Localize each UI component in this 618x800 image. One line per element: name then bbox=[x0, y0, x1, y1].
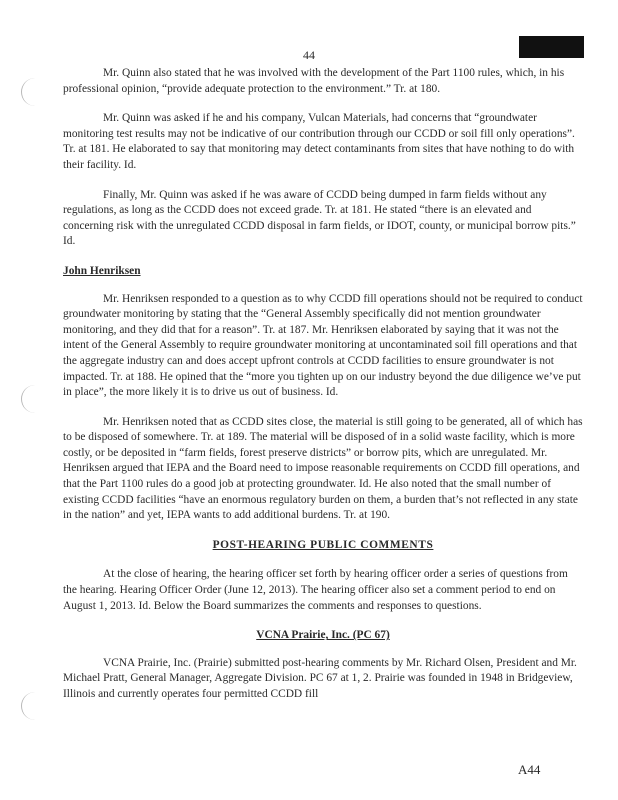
paragraph: Mr. Quinn was asked if he and his company, Vulcan Materials, had concerns that “groundwater monitoring test results may not be indicative of our contribution through our CCDD or soil fill only operations”. Tr. at 181. He elaborated to say that monitoring may detect contaminants from sites that have nothing to do with their facility. Id. bbox=[63, 112, 575, 171]
paragraph: Mr. Henriksen noted that as CCDD sites close, the material is still going to be generated, all of which has to be disposed of somewhere. Tr. at 189. The material will be disposed of in a solid waste facility, which is more costly, or be deposited in “farm fields, forest preserve districts” or borrow pits, which are unregulated. Mr. Henriksen argued that IEPA and the Board need to impose reasonable requirements on CCDD fill operations, and that the Part 1100 rules do a good job at protecting groundwater. Id. He also noted that the small number of existing CCDD facilities “have an enormous regulatory burden on them, a burden that’s not reflected in any state in the nation” and yet, IEPA wants to add additional burdens. Tr. at 190. bbox=[63, 415, 583, 522]
section-heading-vcna: VCNA Prairie, Inc. (PC 67) bbox=[256, 629, 390, 642]
binder-hole bbox=[21, 78, 36, 106]
binder-hole bbox=[21, 692, 36, 720]
paragraph: Mr. Henriksen responded to a question as to why CCDD fill operations should not be required to conduct groundwater monitoring by stating that the “General Assembly specifically did not mention groundwater monitoring, and they did that for a reason”. Tr. at 187. Mr. Henriksen elaborated by saying that it was not the intent of the General Assembly to require groundwater monitoring at uncontaminated soil fill operations and that the aggregate industry can and does accept upfront controls at CCDD facilities to ensure groundwater is not impacted. Tr. at 188. He opined that the “more you tighten up on our industry beyond the due diligence we’ve put in place”, the more likely it is to drive us out of business. Id. bbox=[63, 292, 583, 399]
footer-label: A44 bbox=[518, 762, 541, 777]
redaction-block bbox=[519, 36, 584, 58]
section-heading-comments: POST-HEARING PUBLIC COMMENTS bbox=[212, 538, 434, 551]
binder-hole bbox=[21, 385, 36, 413]
paragraph: Mr. Quinn also stated that he was involved with the development of the Part 1100 rules, which, in his professional opinion, “provide adequate protection to the environment.” Tr. at 180. bbox=[63, 67, 565, 95]
section-heading-henriksen: John Henriksen bbox=[63, 264, 141, 277]
paragraph: At the close of hearing, the hearing officer set forth by hearing officer order a series of questions from the hearing. Hearing Officer Order (June 12, 2013). The hearing officer also set a comment period to end on August 1, 2013. Id. Below the Board summarizes the comments and responses to questions. bbox=[63, 568, 568, 612]
paragraph: VCNA Prairie, Inc. (Prairie) submitted post-hearing comments by Mr. Richard Olsen, President and Mr. Michael Pratt, General Manager, Aggregate Division. PC 67 at 1, 2. Prairie was founded in 1948 in Bridgeview, Illinois and currently operates four permitted CCDD fill bbox=[63, 656, 577, 700]
page-number: 44 bbox=[303, 48, 315, 62]
document-body bbox=[63, 66, 583, 717]
paragraph: Finally, Mr. Quinn was asked if he was aware of CCDD being dumped in farm fields without any regulations, as long as the CCDD does not exceed grade. Tr. at 181. He stated “there is an elevated and concerning risk with the unregulated CCDD disposal in farm fields, or IDOT, county, or municipal borrow pits.” Id. bbox=[63, 188, 576, 248]
